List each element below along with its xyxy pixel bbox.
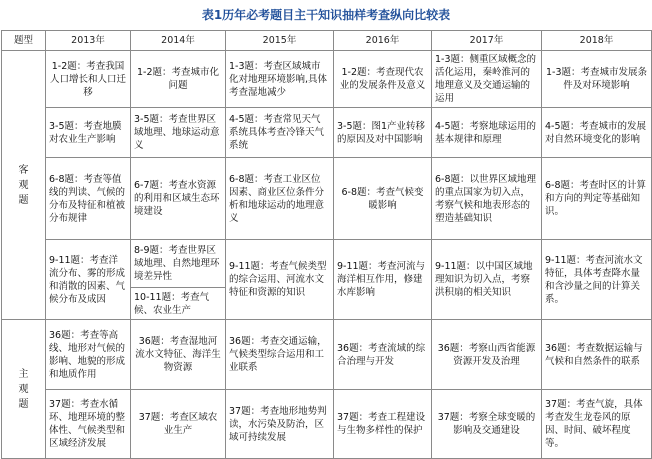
table-cell: 1-2题：考查城市化问题 [131, 51, 226, 108]
table-row [2, 158, 652, 240]
table-cell: 37题：考察全球变暖的影响及交通建设 [432, 390, 542, 459]
table-cell: 1-2题：考查我国人口增长和人口迁移 [46, 51, 131, 108]
table-cell: 36题：考查数据运输与气候和自然条件的联系 [542, 320, 652, 390]
comparison-table [1, 30, 652, 459]
header-row [2, 31, 652, 51]
table-cell: 3-5题：图1产业转移的原因及对中国影响 [334, 108, 432, 158]
table-cell: 37题：考查水循环、地理环境的整体性、气候类型和区域经济发展 [46, 390, 131, 459]
table-cell: 6-8题：以世界区域地理的重点国家为切入点，考察气候和地表形态的塑造基础知识 [432, 158, 542, 240]
table-cell: 4-5题：考查城市的发展对自然环境变化的影响 [542, 108, 652, 158]
table-cell: 9-11题：考查河流水文特征，具体考查降水量和含沙量之间的计算关系。 [542, 240, 652, 320]
table-cell: 37题：考查区域农业生产 [131, 390, 226, 459]
table-cell: 6-8题：考查气候变暖影响 [334, 158, 432, 240]
table-cell: 4-5题：考查常见天气系统具体考查冷锋天气系统 [226, 108, 334, 158]
table-cell: 36题：考察山西省能源资源开发及治理 [432, 320, 542, 390]
table-row [2, 108, 652, 158]
header-cell: 题型 [2, 31, 46, 51]
table-row [2, 320, 652, 390]
header-cell: 2015年 [226, 31, 334, 51]
table-title: 表1历年必考题目主干知识抽样考查纵向比较表 [201, 8, 451, 22]
table-cell: 4-5题：考察地球运用的基本规律和原理 [432, 108, 542, 158]
header-cell: 2013年 [46, 31, 131, 51]
table-cell: 9-11题：考查气候类型的综合运用、河流水文特征和资源的知识 [226, 240, 334, 320]
table-row [2, 51, 652, 108]
header-cell: 2017年 [432, 31, 542, 51]
table-cell: 1-3题：考查城市发展条件及对环境影响 [542, 51, 652, 108]
table-cell: 36题：考查流域的综合治理与开发 [334, 320, 432, 390]
table-cell: 9-11题：考查洋流分布、雾的形成和消散的因素、气候分布及成因 [46, 240, 131, 320]
header-cell: 2014年 [131, 31, 226, 51]
table-row [2, 240, 652, 288]
table-cell: 37题：考查工程建设与生物多样性的保护 [334, 390, 432, 459]
table-cell: 9-11题：以中国区域地理知识为切入点，考察洪积扇的相关知识 [432, 240, 542, 320]
table-cell: 6-8题：考查等值线的判读、气候的分布及特征和植被分布规律 [46, 158, 131, 240]
table-cell: 9-11题：考查河流与海洋相互作用，修建水库影响 [334, 240, 432, 320]
table-cell: 36题：考查湿地河流水文特征、海洋生物资源 [131, 320, 226, 390]
table-cell: 1-3题：考查区域城市化对地理环境影响,具体考查湿地减少 [226, 51, 334, 108]
table-cell: 6-8题：考查时区的计算和方向的判定等基础知识。 [542, 158, 652, 240]
table-cell: 3-5题：考查地膜对农业生产影响 [46, 108, 131, 158]
table-row [2, 390, 652, 459]
category-objective: 客观题 [2, 51, 46, 320]
header-cell: 2018年 [542, 31, 652, 51]
category-subjective: 主观题 [2, 320, 46, 459]
table-cell: 10-11题：考查气候、农业生产 [131, 288, 226, 320]
table-cell: 1-2题：考查现代农业的发展条件及意义 [334, 51, 432, 108]
table-cell: 3-5题：考查世界区域地理、地球运动意义 [131, 108, 226, 158]
table-cell: 36题：考查等高线、地形对气候的影响、地貌的形成和地质作用 [46, 320, 131, 390]
table-cell: 6-7题：考查水资源的利用和区域生态环境建设 [131, 158, 226, 240]
table-cell: 1-3题：侧重区域概念的活化运用，秦岭淮河的地理意义及交通运输的运用 [432, 51, 542, 108]
table-cell: 37题：考查气旋，具体考查发生龙卷风的原因、时间、破坏程度等。 [542, 390, 652, 459]
header-cell: 2016年 [334, 31, 432, 51]
table-cell: 37题：考查地形地势判读，水污染及防治，区域可持续发展 [226, 390, 334, 459]
table-cell: 36题：考查交通运输，气候类型综合运用和工业联系 [226, 320, 334, 390]
table-cell: 6-8题：考查工业区位因素、商业区位条件分析和地球运动的地理意义 [226, 158, 334, 240]
table-cell: 8-9题：考查世界区域地理、自然地理环境差异性 [131, 240, 226, 288]
